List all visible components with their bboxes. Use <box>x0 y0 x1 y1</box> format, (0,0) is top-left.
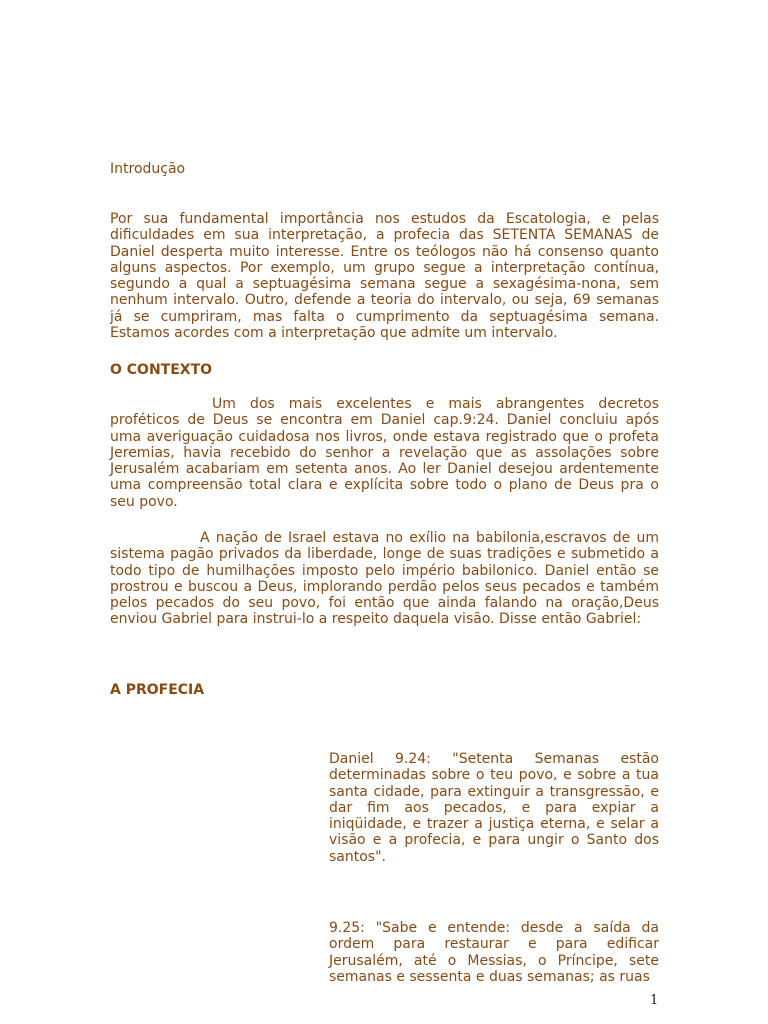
context-paragraph-1-text: Um dos mais excelentes e mais abrangentes decretos proféticos de Deus se encontra em Daniel cap.9:24. Daniel concluiu após uma averiguação cuidadosa nos livros, onde estava registrado que o profeta Jeremias, havia recebido do senhor a revelação que as assolações sobre Jerusalém acabariam em setenta anos. Ao ler Daniel desejou ardentemente uma compreensão total clara e explícita sobre todo o plano de Deus pra o seu povo. <box>110 396 659 510</box>
context-heading: O CONTEXTO <box>110 362 213 378</box>
quote-daniel-9-24: Daniel 9.24: "Setenta Semanas estão determinadas sobre o teu povo, e sobre a tua santa cidade, para extinguir a transgressão, e dar fim aos pecados, e para expiar a iniqüidade, e trazer a justiça eterna, e selar a visão e a profecia, e para ungir o Santo dos santos". <box>329 751 659 865</box>
intro-title: Introdução <box>110 161 186 177</box>
intro-paragraph: Por sua fundamental importância nos estudos da Escatologia, e pelas dificuldades em sua interpretação, a profecia das SETENTA SEMANAS de Daniel desperta muito interesse. Entre os teólogos não há consenso quanto alguns aspectos. Por exemplo, um grupo segue a interpretação contínua, segundo a qual a septuagésima semana segue a sexagésima-nona, sem nenhum intervalo. Outro, defende a teoria do intervalo, ou seja, 69 semanas já se cumpriram, mas falta o cumprimento da septuagésima semana. Estamos acordes com a interpretação que admite um intervalo. <box>110 211 659 342</box>
quote-daniel-9-25: 9.25: "Sabe e entende: desde a saída da ordem para restaurar e para edificar Jerusalém, até o Messias, o Príncipe, sete semanas e sessenta e duas semanas; as ruas <box>329 920 659 985</box>
context-paragraph-2 <box>110 530 659 628</box>
context-paragraph-2-text: A nação de Israel estava no exílio na babilonia,escravos de um sistema pagão privados da liberdade, longe de suas tradições e submetido a todo tipo de humilhações imposto pelo império babilonico. Daniel então se prostrou e buscou a Deus, implorando perdão pelos seus pecados e também pelos pecados do seu povo, foi então que ainda falando na oração,Deus enviou Gabriel para instrui-lo a respeito daquela visão. Disse então Gabriel: <box>110 530 659 628</box>
page-number: 1 <box>650 993 659 1008</box>
context-paragraph-1 <box>110 396 659 510</box>
prophecy-heading: A PROFECIA <box>110 682 205 698</box>
